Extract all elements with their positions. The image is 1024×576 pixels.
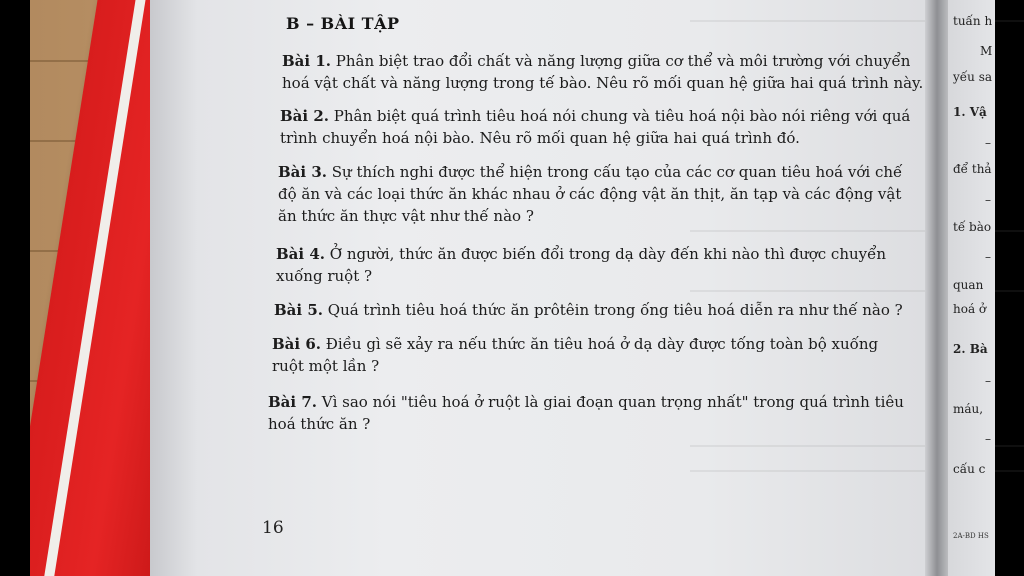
right-page-text: cấu c xyxy=(953,462,986,476)
exercise-line: Quá trình tiêu hoá thức ăn prôtêin trong ống tiêu hoá diễn ra như thế nào ? xyxy=(327,301,903,319)
exercise-line: Sự thích nghi được thể hiện trong cấu tạo của các cơ quan tiêu hoá với chế xyxy=(331,163,903,181)
exercise-line: Phân biệt trao đổi chất và năng lượng giữa cơ thể và môi trường với chuyển xyxy=(335,52,911,70)
exercise-1 xyxy=(282,50,923,94)
exercise-line: trình chuyển hoá nội bào. Nêu rõ mối quan hệ giữa hai quá trình đó. xyxy=(280,129,800,147)
exercise-line: ruột một lần ? xyxy=(272,357,380,375)
right-page-text: 2. Bà xyxy=(953,342,988,356)
exercise-line: hoá vật chất và năng lượng trong tế bào. Nêu rõ mối quan hệ giữa hai quá trình này. xyxy=(282,74,924,92)
page-number: 16 xyxy=(262,518,284,538)
book-gutter xyxy=(925,0,949,576)
exercise-label: Bài 6. xyxy=(272,335,321,353)
exercise-2 xyxy=(280,105,910,149)
right-page-text: để thả xyxy=(953,162,992,176)
right-page-text: – xyxy=(985,136,991,150)
exercise-4 xyxy=(276,243,886,287)
exercise-label: Bài 2. xyxy=(280,107,329,125)
exercise-line: Vì sao nói "tiêu hoá ở ruột là giai đoạn quan trọng nhất" trong quá trình tiêu xyxy=(321,393,904,411)
exercise-line: Phân biệt quá trình tiêu hoá nói chung và tiêu hoá nội bào nói riêng với quá xyxy=(333,107,911,125)
exercise-line: ăn thức ăn thực vật như thế nào ? xyxy=(278,207,534,225)
exercise-line: Ở người, thức ăn được biến đổi trong dạ dày đến khi nào thì được chuyển xyxy=(329,245,887,263)
right-page-text: yếu sa xyxy=(953,70,993,84)
exercise-label: Bài 4. xyxy=(276,245,325,263)
exercise-line: độ ăn và các loại thức ăn khác nhau ở các động vật ăn thịt, ăn tạp và các động vật xyxy=(278,185,902,203)
right-page-text: M xyxy=(980,44,993,58)
exercise-label: Bài 1. xyxy=(282,52,331,70)
right-page-text: quan xyxy=(953,278,984,292)
right-page-footer: 2A-BD HS xyxy=(953,532,989,540)
exercise-6 xyxy=(272,333,878,377)
right-page-text: hoá ở xyxy=(953,302,987,316)
exercise-label: Bài 3. xyxy=(278,163,327,181)
exercise-label: Bài 7. xyxy=(268,393,317,411)
right-page-text: tế bào xyxy=(953,220,992,234)
right-page-text: tuấn h xyxy=(953,14,993,28)
right-page-text: – xyxy=(985,374,991,388)
exercise-5 xyxy=(274,299,903,321)
exercise-line: Điều gì sẽ xảy ra nếu thức ăn tiêu hoá ở dạ dày được tống toàn bộ xuống xyxy=(325,335,879,353)
exercise-3 xyxy=(278,161,902,227)
exercise-7 xyxy=(268,391,904,435)
exercise-line: xuống ruột ? xyxy=(276,267,373,285)
right-page-text: – xyxy=(985,250,991,264)
section-title: B – BÀI TẬP xyxy=(286,14,400,33)
right-page-text: – xyxy=(985,193,991,207)
exercise-line: hoá thức ăn ? xyxy=(268,415,371,433)
exercise-label: Bài 5. xyxy=(274,301,323,319)
right-page-text: – xyxy=(985,432,991,446)
right-page-text: 1. Vậ xyxy=(953,105,987,119)
right-page-text: máu, xyxy=(953,402,984,416)
